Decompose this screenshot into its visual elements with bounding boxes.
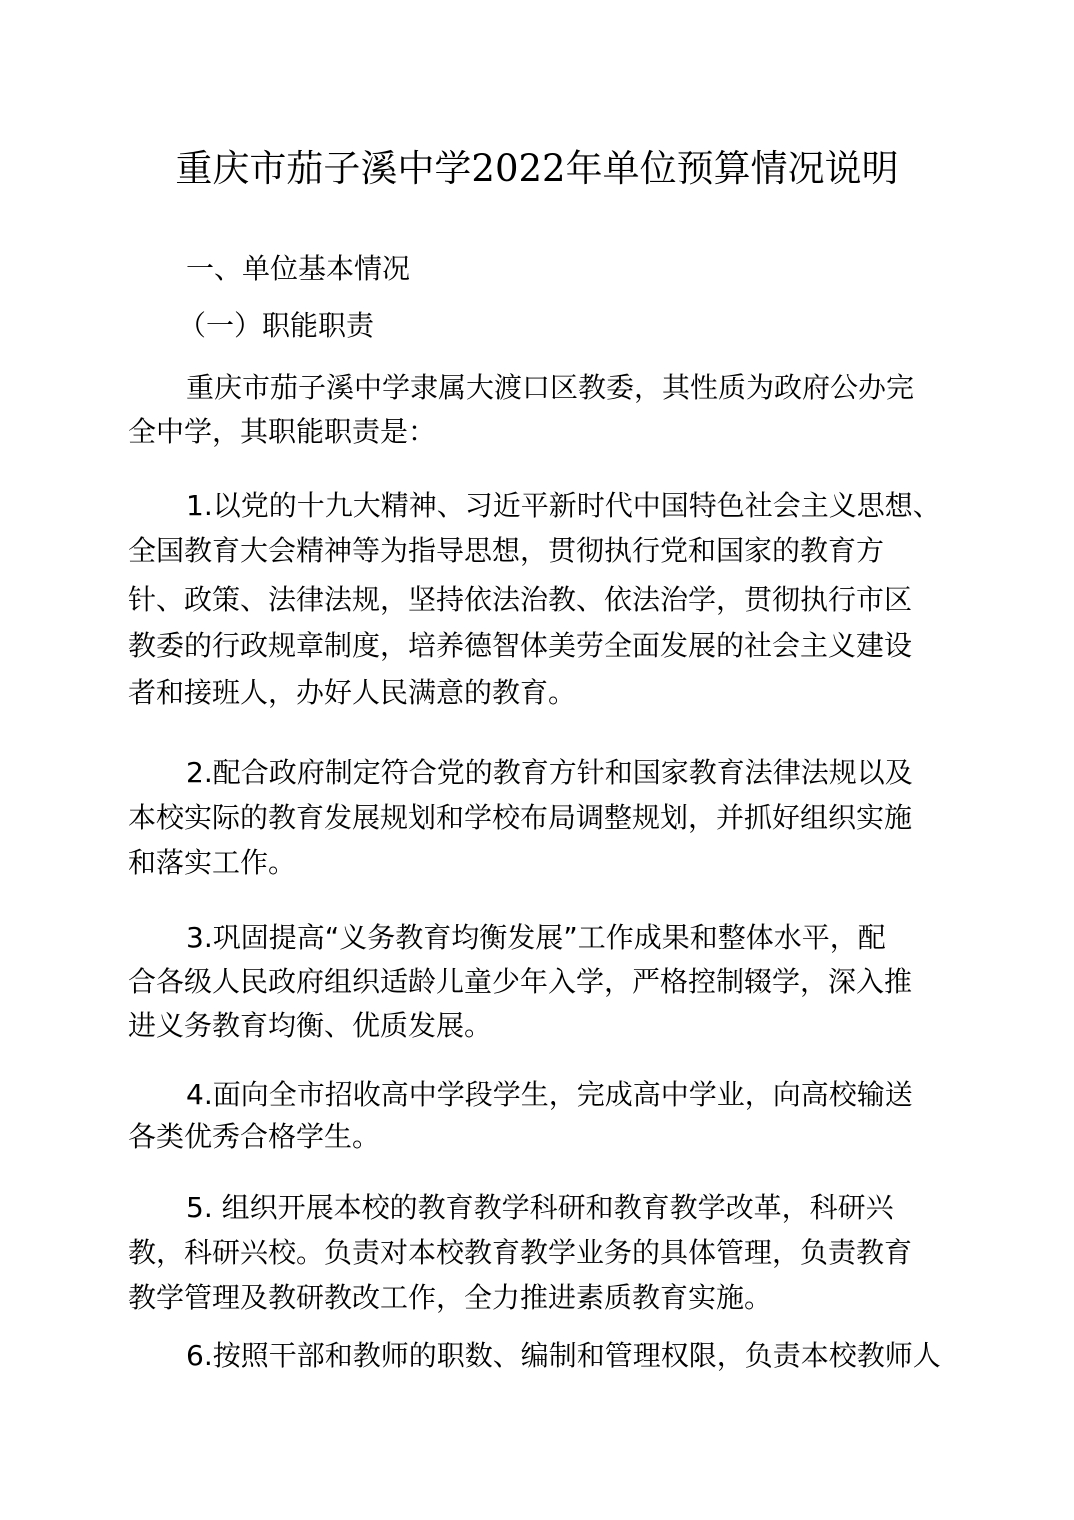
document-title: 重庆市茄子溪中学2022年单位预算情况说明 xyxy=(175,147,899,190)
paragraph-line: 重庆市茄子溪中学隶属大渡口区教委，其性质为政府公办完 xyxy=(186,371,915,404)
paragraph-line: 3.巩固提高“义务教育均衡发展”工作成果和整体水平，配 xyxy=(186,921,886,954)
paragraph-line: 5. 组织开展本校的教育教学科研和教育教学改革，科研兴 xyxy=(186,1191,894,1224)
paragraph-line: 2.配合政府制定符合党的教育方针和国家教育法律法规以及 xyxy=(186,756,913,789)
paragraph-line: 针、政策、法律法规，坚持依法治教、依法治学，贯彻执行市区 xyxy=(128,583,913,616)
paragraph-line: 各类优秀合格学生。 xyxy=(128,1120,381,1153)
paragraph-line: 进义务教育均衡、优质发展。 xyxy=(128,1009,493,1042)
paragraph-line: 4.面向全市招收高中学段学生，完成高中学业，向高校输送 xyxy=(186,1078,913,1111)
paragraph-line: 合各级人民政府组织适龄儿童少年入学，严格控制辍学，深入推 xyxy=(128,965,913,998)
paragraph-line: 6.按照干部和教师的职数、编制和管理权限，负责本校教师人 xyxy=(186,1339,941,1372)
paragraph-line: 本校实际的教育发展规划和学校布局调整规划，并抓好组织实施 xyxy=(128,801,913,834)
paragraph-line: 者和接班人，办好人民满意的教育。 xyxy=(128,676,577,709)
paragraph-line: 教，科研兴校。负责对本校教育教学业务的具体管理，负责教育 xyxy=(128,1236,913,1269)
paragraph-line: 教委的行政规章制度，培养德智体美劳全面发展的社会主义建设 xyxy=(128,629,913,662)
paragraph-line: 全国教育大会精神等为指导思想，贯彻执行党和国家的教育方 xyxy=(128,534,885,567)
paragraph-line: 教学管理及教研教改工作，全力推进素质教育实施。 xyxy=(128,1281,773,1314)
paragraph-line: 1.以党的十九大精神、习近平新时代中国特色社会主义思想、 xyxy=(186,489,941,522)
paragraph-line: 全中学，其职能职责是： xyxy=(128,415,437,448)
paragraph-line: 和落实工作。 xyxy=(128,846,297,879)
subsection-heading: （一）职能职责 xyxy=(178,309,375,342)
section-heading: 一、单位基本情况 xyxy=(186,252,411,285)
